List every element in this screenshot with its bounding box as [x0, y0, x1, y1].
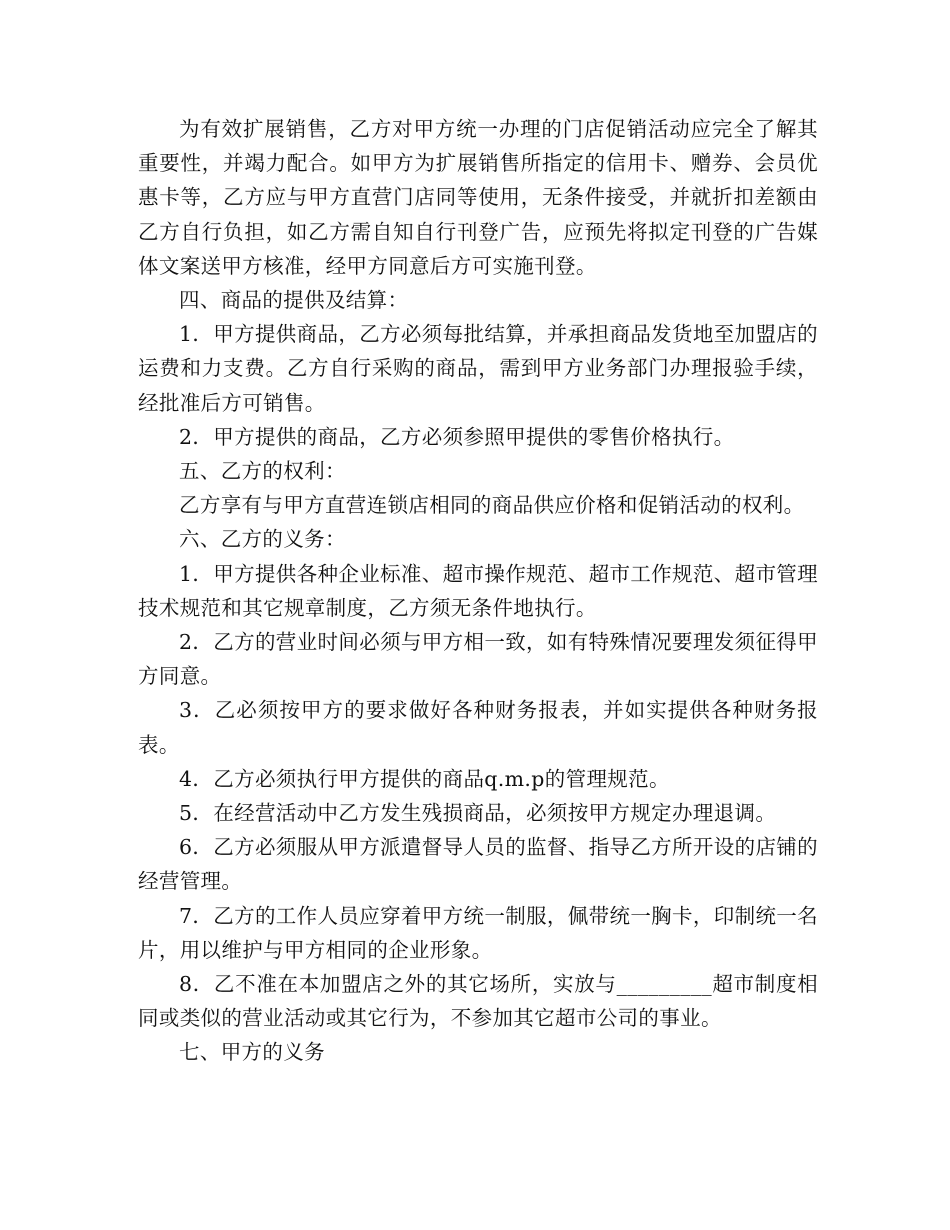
clause-obligation-3: 3．乙必须按甲方的要求做好各种财务报表，并如实提供各种财务报表。	[138, 698, 818, 757]
clause-party-b-rights: 乙方享有与甲方直营连锁店相同的商品供应价格和促销活动的权利。	[179, 493, 805, 518]
clause-obligation-4: 4．乙方必须执行甲方提供的商品q.m.p的管理规范。	[179, 766, 670, 791]
clause-obligation-8: 8．乙不准在本加盟店之外的其它场所，实放与_________超市制度相同或类似的营业活动或其它行为，不参加其它超市公司的事业。	[138, 972, 818, 1031]
clause-obligation-1: 1．甲方提供各种企业标准、超市操作规范、超市工作规范、超市管理技术规范和其它规章制度，乙方须无条件地执行。	[138, 561, 818, 620]
clause-obligation-5: 5．在经营活动中乙方发生残损商品，必须按甲方规定办理退调。	[179, 801, 777, 826]
clause-obligation-6: 6．乙方必须服从甲方派遣督导人员的监督、指导乙方所开设的店铺的经营管理。	[138, 835, 818, 894]
clause-obligation-7: 7．乙方的工作人员应穿着甲方统一制服，佩带统一胸卡，印制统一名片，用以维护与甲方相同的企业形象。	[138, 903, 818, 962]
section-heading-party-a-obligations: 七、甲方的义务	[179, 1040, 325, 1065]
clause-goods-1: 1．甲方提供商品，乙方必须每批结算，并承担商品发货地至加盟店的运费和力支费。乙方自行采购的商品，需到甲方业务部门办理报验手续，经批准后方可销售。	[138, 322, 818, 415]
section-heading-goods-settlement: 四、商品的提供及结算：	[179, 288, 409, 313]
document-body	[138, 112, 818, 1070]
section-heading-party-b-obligations: 六、乙方的义务：	[179, 527, 346, 552]
paragraph-promotion-cooperation: 为有效扩展销售，乙方对甲方统一办理的门店促销活动应完全了解其重要性，并竭力配合。如甲方为扩展销售所指定的信用卡、赠券、会员优惠卡等，乙方应与甲方直营门店同等使用，无条件接受，并就折扣差额由乙方自行负担，如乙方需自知自行刊登广告，应预先将拟定刊登的广告媒体文案送甲方核准，经甲方同意后方可实施刊登。	[138, 117, 818, 278]
clause-goods-2: 2．甲方提供的商品，乙方必须参照甲提供的零售价格执行。	[179, 424, 735, 449]
clause-obligation-2: 2．乙方的营业时间必须与甲方相一致，如有特殊情况要理发须征得甲方同意。	[138, 630, 818, 689]
section-heading-party-b-rights: 五、乙方的权利：	[179, 459, 346, 484]
